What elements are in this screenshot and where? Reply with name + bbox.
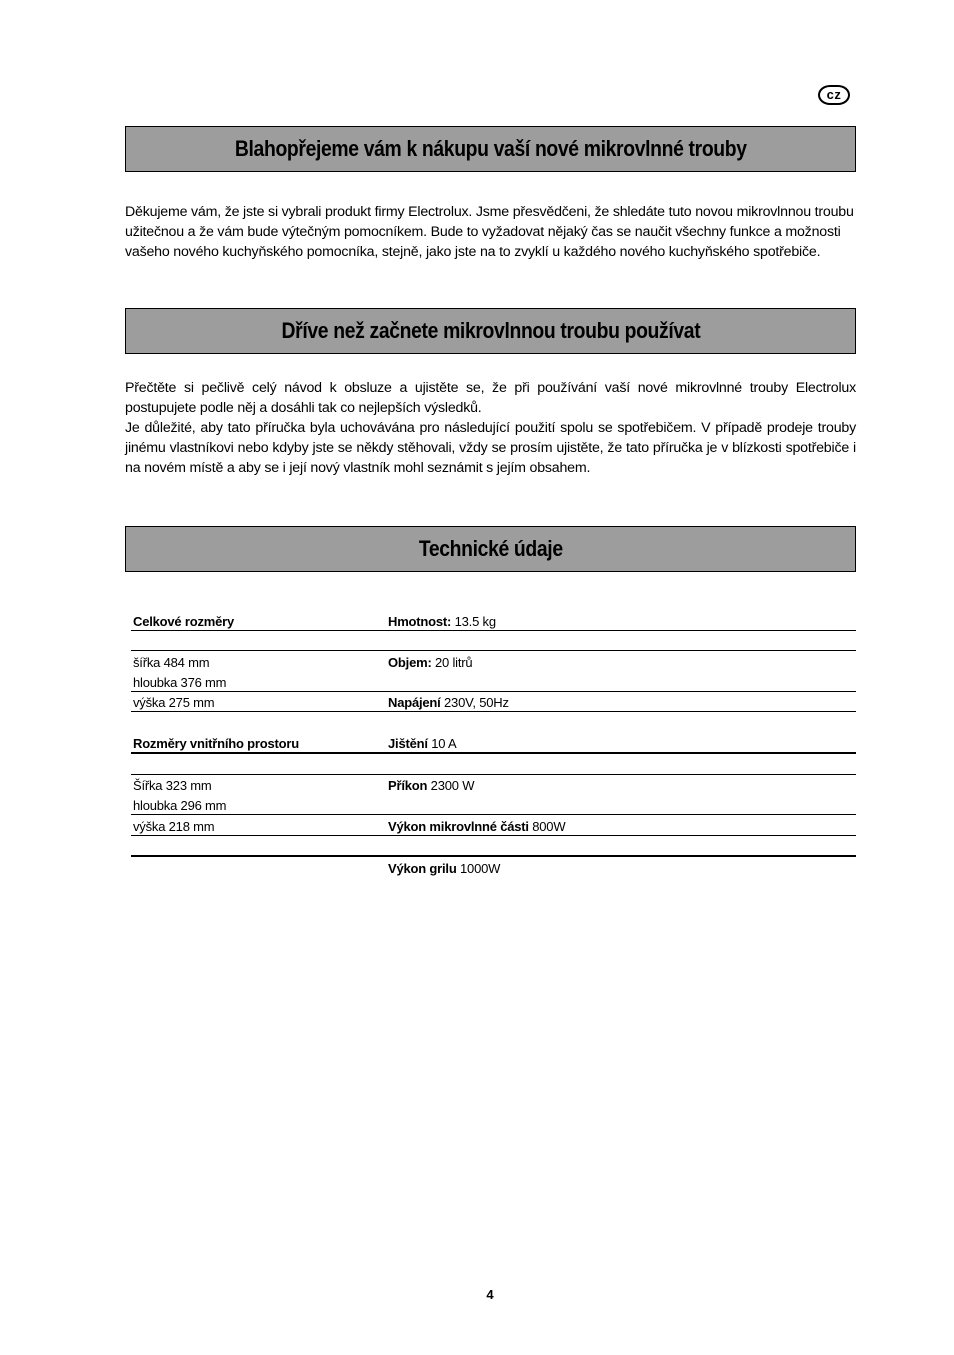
spec-value: 20 litrů (431, 655, 473, 671)
spec-row (131, 691, 856, 712)
spec-label: Napájení (388, 695, 441, 711)
spec-table (131, 610, 856, 877)
spec-right-cell (386, 651, 856, 671)
language-badge: cz (818, 85, 850, 105)
spec-right-cell (386, 774, 856, 794)
spec-left-text: Šířka 323 mm (133, 778, 212, 794)
spec-left-cell (131, 630, 386, 651)
spec-left-cell (131, 671, 386, 691)
spec-left-text: Celkové rozměry (133, 613, 235, 629)
paragraph-text: Je důležité, aby tato příručka byla uchovávána pro následující použití spolu se spotřebičem. V případě prodeje trouby jinému vlastníkovi nebo kdyby jste se někdy stěhovali, vždy se prosím ujistěte, že tato příručka je v blízkosti spotřebiče i na novém místě a aby se i její nový vlastník mohl seznámit s jejím obsahem. (125, 420, 856, 476)
spec-left-cell (131, 814, 386, 835)
spec-right-cell (386, 712, 856, 732)
section-title-congratulations (125, 126, 856, 172)
spec-right-cell (386, 630, 856, 651)
section-title-before-use (125, 308, 856, 354)
paragraph-text: Přečtěte si pečlivě celý návod k obsluze a ujistěte se, že při používání vaší nové mikrovlnné trouby Electrolux postupujete podle něj a dosáhli tak co nejlepších výsledků. (125, 380, 856, 416)
spec-right-cell (386, 794, 856, 814)
spec-value: 13.5 kg (451, 613, 496, 629)
spec-left-cell (131, 732, 386, 753)
spec-value: 1000W (456, 860, 501, 876)
section-title-text: Technické údaje (418, 536, 563, 561)
spec-left-cell (131, 691, 386, 712)
spec-left-cell (131, 835, 386, 856)
spec-left-text: hloubka 296 mm (133, 797, 227, 813)
spec-right-cell (386, 691, 856, 712)
spec-left-cell (131, 610, 386, 630)
spec-row (131, 630, 856, 651)
page-number: 4 (486, 1287, 494, 1302)
section-title-text: Blahopřejeme vám k nákupu vaší nové mikrovlnné trouby (234, 136, 747, 161)
spec-left-cell (131, 651, 386, 671)
spec-row (131, 835, 856, 856)
spec-row (131, 610, 856, 630)
spec-row (131, 794, 856, 814)
spec-label: Příkon (388, 778, 428, 794)
spec-value: 2300 W (427, 778, 475, 794)
spec-left-text: výška 218 mm (133, 818, 215, 834)
spec-row (131, 651, 856, 671)
section-title-text: Dříve než začnete mikrovlnnou troubu používat (281, 318, 700, 343)
spec-left-text: šířka 484 mm (133, 655, 210, 671)
spec-row (131, 712, 856, 732)
before-use-paragraphs (125, 378, 856, 478)
spec-value: 230V, 50Hz (440, 695, 509, 711)
spec-right-cell (386, 753, 856, 774)
spec-row (131, 753, 856, 774)
spec-row (131, 732, 856, 753)
spec-right-cell (386, 671, 856, 691)
spec-left-cell (131, 856, 386, 877)
spec-right-cell (386, 610, 856, 630)
spec-left-text: výška 275 mm (133, 695, 215, 711)
spec-right-cell (386, 814, 856, 835)
spec-row (131, 856, 856, 877)
section-title-technical-data (125, 526, 856, 572)
spec-right-cell (386, 732, 856, 753)
spec-left-cell (131, 753, 386, 774)
spec-label: Výkon mikrovlnné části (388, 818, 529, 834)
spec-row (131, 774, 856, 794)
spec-label: Jištění (388, 735, 428, 751)
intro-paragraph (125, 202, 856, 262)
spec-row (131, 814, 856, 835)
spec-label: Výkon grilu (388, 860, 457, 876)
spec-row (131, 671, 856, 691)
spec-right-cell (386, 856, 856, 877)
spec-left-cell (131, 794, 386, 814)
spec-left-text: Rozměry vnitřního prostoru (133, 735, 299, 751)
spec-left-text: hloubka 376 mm (133, 674, 227, 690)
spec-value: 800W (528, 818, 566, 834)
spec-label: Objem: (388, 655, 432, 671)
spec-left-cell (131, 712, 386, 732)
spec-label: Hmotnost: (388, 613, 452, 629)
paragraph-text: Děkujeme vám, že jste si vybrali produkt firmy Electrolux. Jsme přesvědčeni, že shledáte tuto novou mikrovlnnou troubu užitečnou a že vám bude výtečným pomocníkem. Bude to vyžadovat nějaký čas se naučit všechny funkce a možnosti vašeho nového kuchyňského pomocníka, stejně, jako jste na to zvyklí u každého nového kuchyňského spotřebiče. (125, 204, 854, 260)
spec-left-cell (131, 774, 386, 794)
spec-right-cell (386, 835, 856, 856)
spec-value: 10 A (427, 735, 457, 751)
